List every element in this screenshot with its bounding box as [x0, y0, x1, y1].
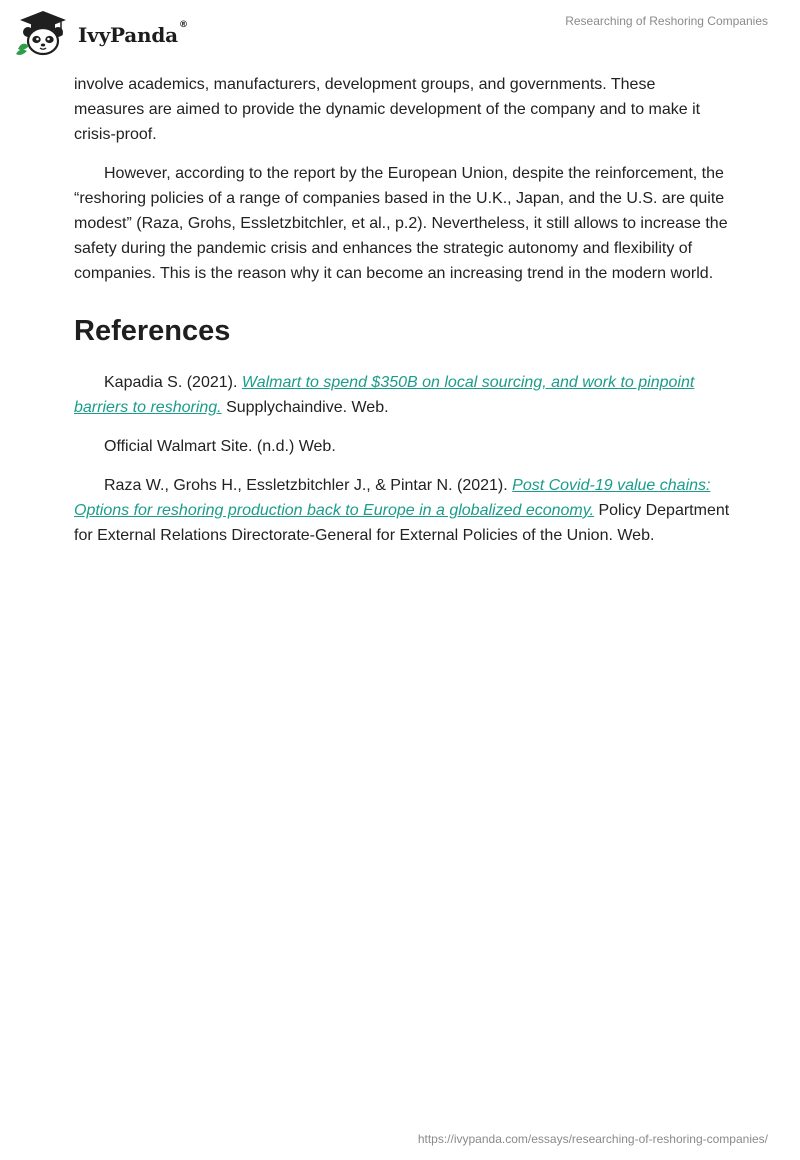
reference-prefix: Kapadia S. (2021). — [104, 374, 242, 391]
logo-wordmark — [78, 20, 188, 47]
reference-item — [74, 434, 730, 459]
reference-prefix: Official Walmart Site. (n.d.) Web. — [104, 438, 336, 455]
reference-suffix: Policy Department for External Relations Directorate-General for External Policies of the Union. Web. — [74, 502, 730, 544]
reference-item — [74, 370, 730, 420]
brand-name: IvyPanda — [78, 23, 178, 47]
page-header — [0, 0, 800, 60]
document-body — [74, 72, 730, 562]
panda-graduate-icon — [14, 9, 72, 57]
registered-mark: ® — [178, 20, 188, 30]
reference-link-walmart-sourcing[interactable]: Walmart to spend $350B on local sourcing, and work to pinpoint barriers to reshoring. — [74, 374, 695, 416]
body-paragraph-1: involve academics, manufacturers, development groups, and governments. These measures are aimed to provide the dynamic development of the company and to make it crisis-proof. — [74, 76, 701, 143]
reference-link-post-covid-value-chains[interactable]: Post Covid-19 value chains: Options for reshoring production back to Europe in a globalized economy. — [74, 477, 711, 519]
references-heading: References — [74, 315, 231, 347]
reference-prefix: Raza W., Grohs H., Essletzbitchler J., & Pintar N. (2021). — [104, 477, 513, 494]
footer-url[interactable]: https://ivypanda.com/essays/researching-of-reshoring-companies/ — [417, 1132, 768, 1146]
body-paragraph-2: However, according to the report by the European Union, despite the reinforcement, the “reshoring policies of a range of companies based in the U.K., Japan, and the U.S. are quite modest” (Raza, Grohs, Essletzbitchler, et al., p.2). Nevertheless, it still allows to increase the safety during the pandemic crisis and enhances the strategic autonomy and flexibility of companies. This is the reason why it can become an increasing trend in the modern world. — [74, 165, 728, 282]
reference-suffix: Supplychaindive. Web. — [221, 399, 389, 416]
document-title: Researching of Reshoring Companies — [565, 14, 768, 28]
ivypanda-logo[interactable] — [14, 9, 188, 57]
reference-item — [74, 473, 730, 548]
